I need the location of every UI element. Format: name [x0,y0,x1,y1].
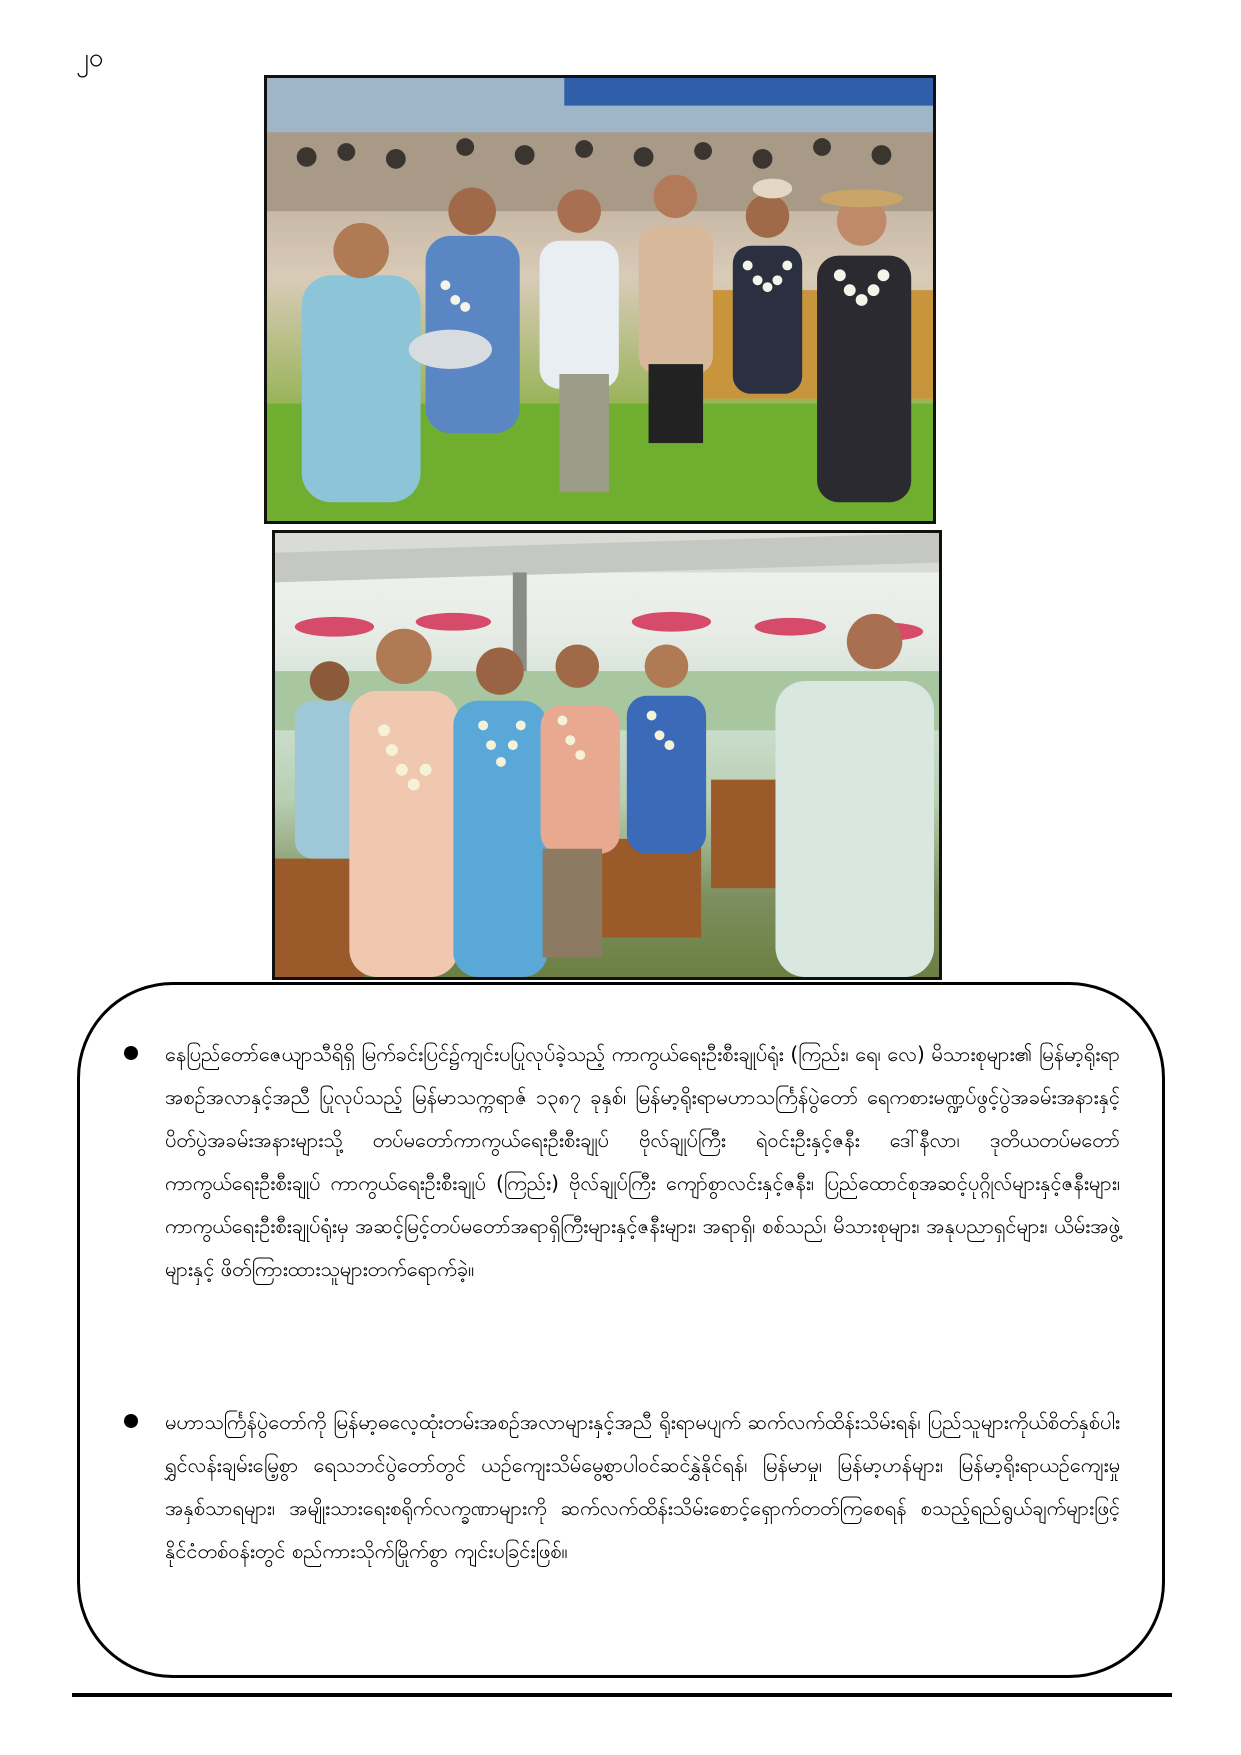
bullet-paragraph-opening-ceremony [120,1033,1120,1291]
page-number: ၂၀ [76,43,104,73]
bottom-rule [72,1693,1172,1697]
article-text-box [77,982,1165,1678]
photo-water-blessing-ceremony [264,75,936,524]
photo-water-blessing-ceremony-icon [267,78,933,521]
bullet-paragraph-festival-purpose [120,1401,1120,1573]
paragraph-text: မဟာသင်္ကြန်ပွဲတော်ကို မြန်မာ့ဓလေ့ထုံးတမ်းအစဉ်အလာများနှင့်အညီ ရိုးရာမပျက် ဆက်လက်ထိန်းသိမ်းရန်၊ ပြည်သူများကိုယ်စိတ်နှစ်ပါး ရွှင်လန်းချမ်းမြေ့စွာ ရေသဘင်ပွဲတော်တွင် ယဉ်ကျေးသိမ်မွေ့စွာပါဝင်ဆင်နွှဲနိုင်ရန်၊ မြန်မာမှု၊ မြန်မာ့ဟန်များ၊ မြန်မာ့ရိုးရာယဉ်ကျေးမှုအနှစ်သာရများ၊ အမျိုးသားရေးစရိုက်လက္ခဏာများကို ဆက်လက်ထိန်းသိမ်းစောင့်ရှောက်တတ်ကြစေရန် စသည့်ရည်ရွယ်ချက်များဖြင့် နိုင်ငံတစ်ဝန်းတွင် စည်ကားသိုက်မြိုက်စွာ ကျင်းပခြင်းဖြစ်။ [165,1410,1120,1563]
paragraph-text: နေပြည်တော်ဇေယျာသီရိရှိ မြက်ခင်းပြင်၌ကျင်းပပြုလုပ်ခဲ့သည့် ကာကွယ်ရေးဦးစီးချုပ်ရုံး (ကြည်း၊ ရေ၊ လေ) မိသားစုများ၏ မြန်မာ့ရိုးရာအစဉ်အလာနှင့်အညီ ပြုလုပ်သည့် မြန်မာသက္ကရာဇ် ၁၃၈၇ ခုနှစ်၊ မြန်မာ့ရိုးရာမဟာသင်္ကြန်ပွဲတော် ရေကစားမဏ္ဍပ်ဖွင့်ပွဲအခမ်းအနားနှင့် ပိတ်ပွဲအခမ်းအနားများသို့ တပ်မတော်ကာကွယ်ရေးဦးစီးချုပ် ဗိုလ်ချုပ်ကြီး ရဲဝင်းဦးနှင့်ဇနီး ဒေါ်နီလာ၊ ဒုတိယတပ်မတော်ကာကွယ်ရေးဦးစီးချုပ် ကာကွယ်ရေးဦးစီးချုပ် (ကြည်း) ဗိုလ်ချုပ်ကြီး ကျော်စွာလင်းနှင့်ဇနီး၊ ပြည်ထောင်စုအဆင့်ပုဂ္ဂိုလ်များနှင့်ဇနီးများ၊ ကာကွယ်ရေးဦးစီးချုပ်ရုံးမှ အဆင့်မြင့်တပ်မတော်အရာရှိကြီးများနှင့်ဇနီးများ၊ အရာရှိ၊ စစ်သည်၊ မိသားစုများ၊ အနုပညာရှင်များ၊ ယိမ်းအဖွဲ့များနှင့် ဖိတ်ကြားထားသူများတက်ရောက်ခဲ့။ [165,1042,1120,1281]
photo-garland-greeting-ceremony-icon [275,533,939,977]
photo-garland-greeting-ceremony [272,530,942,980]
bullet-dot-icon [124,1046,138,1060]
bullet-dot-icon [124,1414,138,1428]
